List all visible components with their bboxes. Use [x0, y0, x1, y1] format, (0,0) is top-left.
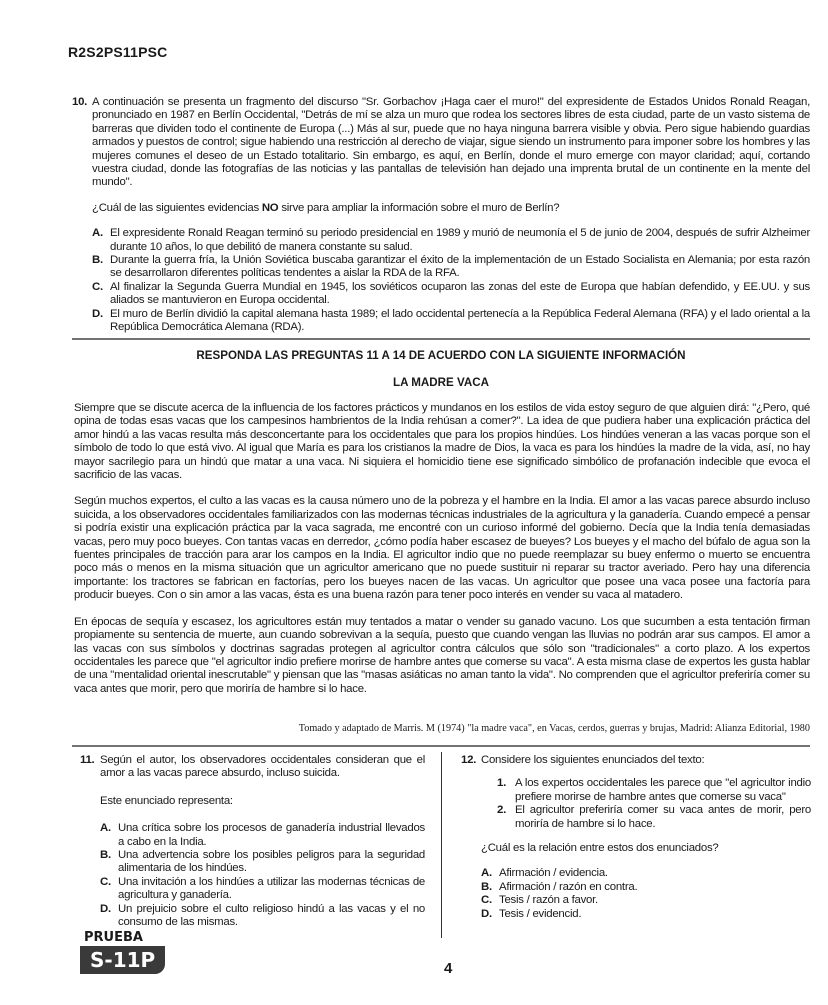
option-text: Un prejuicio sobre el culto religioso hindú a las vacas y el no consumo de las mismas. — [118, 902, 425, 929]
option-text: Tesis / razón a favor. — [499, 894, 598, 907]
question-number: 11. — [80, 754, 95, 766]
prueba-label: PRUEBA — [84, 930, 143, 945]
option-text: El muro de Berlín dividió la capital alemana hasta 1989; el lado occidental pertenecía a la República Federal Alemana (RFA) y el lado oriental a la República Democrática Alemana (RDA). — [110, 307, 810, 334]
question-stem: A continuación se presenta un fragmento del discurso "Sr. Gorbachov ¡Haga caer el muro!" del expresidente de Estados Unidos Ronald Reagan, pronunciado en 1987 en Berlín Occidental, "Detrás de mí se alza un muro que rodea los sectores libres de esta ciudad, parte de un vasto sistema de barreras que dividen todo el continente de Europa (...) Más al sur, puede que no haya ninguna barrera visible y obvia. Pero sigue habiendo guardias armados y puestos de control; sigue habiendo una restricción al derecho de viajar, sigue siendo un instrumento para imponer sobre los hombres y las mujeres comunes el deseo de un Estado totalitario. Sin embargo, es aquí, en Berlín, donde el muro emerge con mayor claridad; aquí, cortando vuestra ciudad, donde las fotografías de las noticias y las pantallas de televisión han dejado una imprenta brutal de un continente en la mente del mundo". — [92, 96, 810, 189]
option-letter: D. — [481, 907, 492, 920]
reading-paragraph: En épocas de sequía y escasez, los agricultores están muy tentados a matar o vender su ganado vacuno. Los que sucumben a esta tentación firman propiamente su sentencia de muerte, aun cuando sobrevivan a la sequía, puesto que cuando vengan las lluvias no podrán arar sus campos. El amor a las vacas con sus símbolos y doctrinas sagradas protegen al agricultor contra cálculos que sólo son "tradicionales" a corto plazo. A los expertos occidentales les parece que "el agricultor indio prefiere morirse de hambre antes que comerse su vaca". A esta misma clase de expertos les gusta hablar de una "mentalidad oriental inescrutable" y piensan que las "masas asiáticas no aman tanto la vida". No comprenden que el agricultor preferiría comer su vaca antes que morir, pero que moriría de hambre si lo hace. — [74, 615, 810, 695]
option-d[interactable] — [100, 903, 425, 930]
option-b[interactable] — [481, 881, 811, 894]
option-letter: C. — [100, 875, 111, 888]
option-text: Afirmación / razón en contra. — [499, 880, 638, 893]
option-a[interactable] — [92, 227, 810, 254]
option-letter: A. — [92, 227, 103, 240]
option-letter: D. — [100, 902, 111, 915]
option-b[interactable] — [100, 849, 425, 876]
option-text: Durante la guerra fría, la Unión Soviética buscaba garantizar el éxito de la implementación de un Estado Socialista en Alemania; por esta razón se desarrollaron diferentes políticas tendentes a aislar la RDA de la RFA. — [110, 254, 810, 280]
test-badge: S-11P — [80, 946, 165, 974]
page-number: 4 — [444, 960, 453, 977]
reading-paragraph: Siempre que se discute acerca de la influencia de los factores prácticos y mundanos en los estilos de vida estoy seguro de que alguien dirá: "¿Pero, qué opina de todas esas vacas que los campesinos hambrientos de la India rehúsan a comer?". La idea de que pudiera haber una explicación práctica del amor hindú a las vacas resulta más desconcertante para los occidentales que para los propios hindúes. Los hindúes veneran a las vacas porque son el símbolo de todo lo que está vivo. Al igual que María es para los cristianos la madre de Dios, la vaca es para los hindúes la madre de la vida, así, no hay mayor sacrilegio para un hindú que matar a una vaca. Ni siquiera el homicidio tiene ese significado simbólico de profanación indecible que evoca el sacrificio de las vacas. — [74, 402, 810, 482]
reading-text — [74, 402, 810, 696]
reading-instruction: RESPONDA LAS PREGUNTAS 11 A 14 DE ACUERDO CON LA SIGUIENTE INFORMACIÓN — [196, 349, 686, 362]
option-c[interactable] — [92, 281, 810, 308]
divider — [72, 338, 810, 340]
option-text: El expresidente Ronald Reagan terminó su periodo presidencial en 1989 y murió de neumonía el 5 de junio de 2004, después de sufrir Alzheimer durante 10 años, lo que debilitó de manera constante su salud. — [110, 227, 810, 253]
option-letter: B. — [92, 254, 103, 267]
question-12 — [461, 754, 811, 921]
option-text: Al finalizar la Segunda Guerra Mundial en 1945, los soviéticos ocuparon las zonas del este de Europa que habían defendido, y EE.UU. y sus aliados se mantuvieron en Europa occidental. — [110, 280, 810, 307]
prompt-text: sirve para ampliar la información sobre el muro de Berlín? — [278, 201, 560, 214]
question-number: 12. — [461, 754, 477, 766]
statement-1 — [497, 777, 811, 804]
option-b[interactable] — [92, 254, 810, 281]
option-letter: A. — [481, 867, 492, 880]
option-d[interactable] — [92, 308, 810, 335]
question-prompt — [92, 202, 810, 215]
option-a[interactable] — [481, 867, 811, 880]
option-letter: B. — [100, 849, 111, 862]
citation: Tomado y adaptado de Marris. M (1974) "la madre vaca", en Vacas, cerdos, guerras y brujas, Madrid: Alianza Editorial, 1980 — [298, 723, 810, 734]
column-divider — [441, 752, 442, 938]
option-letter: B. — [481, 880, 492, 893]
option-letter: D. — [92, 307, 103, 320]
option-text: Una advertencia sobre los posibles peligros para la seguridad alimentaria de los hindúes. — [118, 849, 425, 875]
option-text: Una invitación a los hindúes a utilizar las modernas técnicas de agricultura y ganadería. — [118, 875, 425, 902]
statement-2 — [497, 804, 811, 831]
option-letter: C. — [92, 280, 103, 293]
question-10 — [72, 96, 810, 335]
option-letter: A. — [100, 822, 111, 835]
question-prompt: ¿Cuál es la relación entre estos dos enunciados? — [481, 842, 719, 855]
option-c[interactable] — [481, 894, 811, 907]
question-stem: Considere los siguientes enunciados del texto: — [481, 754, 705, 766]
option-a[interactable] — [100, 822, 425, 849]
option-c[interactable] — [100, 876, 425, 903]
question-stem: Según el autor, los observadores occidentales consideran que el amor a las vacas parece absurdo, incluso suicida. — [100, 754, 425, 780]
prompt-text: ¿Cuál de las siguientes evidencias — [92, 201, 262, 214]
divider — [72, 745, 810, 747]
option-text: Tesis / evidencid. — [499, 907, 582, 920]
reading-title: LA MADRE VACA — [393, 376, 489, 389]
statement-number: 1. — [497, 777, 506, 790]
exam-code: R2S2PS11PSC — [68, 44, 168, 60]
question-11 — [80, 754, 425, 929]
option-letter: C. — [481, 894, 492, 907]
option-text: Afirmación / evidencia. — [499, 867, 608, 880]
prompt-emphasis: NO — [261, 201, 279, 214]
option-d[interactable] — [481, 908, 811, 921]
statement-text: A los expertos occidentales les parece que "el agricultor indio prefiere morirse de hambre antes que comerse su vaca" — [515, 777, 811, 803]
option-text: Una crítica sobre los procesos de ganadería industrial llevados a cabo en la India. — [118, 822, 425, 848]
question-prompt: Este enunciado representa: — [100, 794, 233, 807]
statement-number: 2. — [497, 804, 506, 817]
question-number: 10. — [72, 96, 88, 108]
statement-text: El agricultor preferiría comer su vaca antes de morir, pero moriría de hambre si lo hace. — [515, 804, 811, 830]
reading-paragraph: Según muchos expertos, el culto a las vacas es la causa número uno de la pobreza y el hambre en la India. El amor a las vacas parece absurdo incluso suicida, a los observadores occidentales familiarizados con las modernas técnicas industriales de la agricultura y la ganadería. Cuando empecé a pensar si podría existir una explicación práctica par la vaca sagrada, me encontré con un curioso informé del gobierno. Decía que la India tenía demasiadas vacas, pero muy poco bueyes. Con tantas vacas en derredor, ¿cómo podía haber escasez de bueyes? Los bueyes y el macho del búfalo de agua son la fuentes principales de tracción para arar los campos en la India. El agricultor indio que no puede reemplazar su buey enfermo o muerto se encuentra poco más o menos en la misma situación que un agricultor americano que no puede sustituir ni reparar su tractor averiado. Pero hay una diferencia importante: los tractores se fabrican en factorías, pero los bueyes nacen de las vacas. Un agricultor que posee una vaca posee una factoría para producir bueyes. Con o sin amor a las vacas, ésta es una buena razón para tener poco interés en vender su vaca al matadero. — [74, 495, 810, 602]
